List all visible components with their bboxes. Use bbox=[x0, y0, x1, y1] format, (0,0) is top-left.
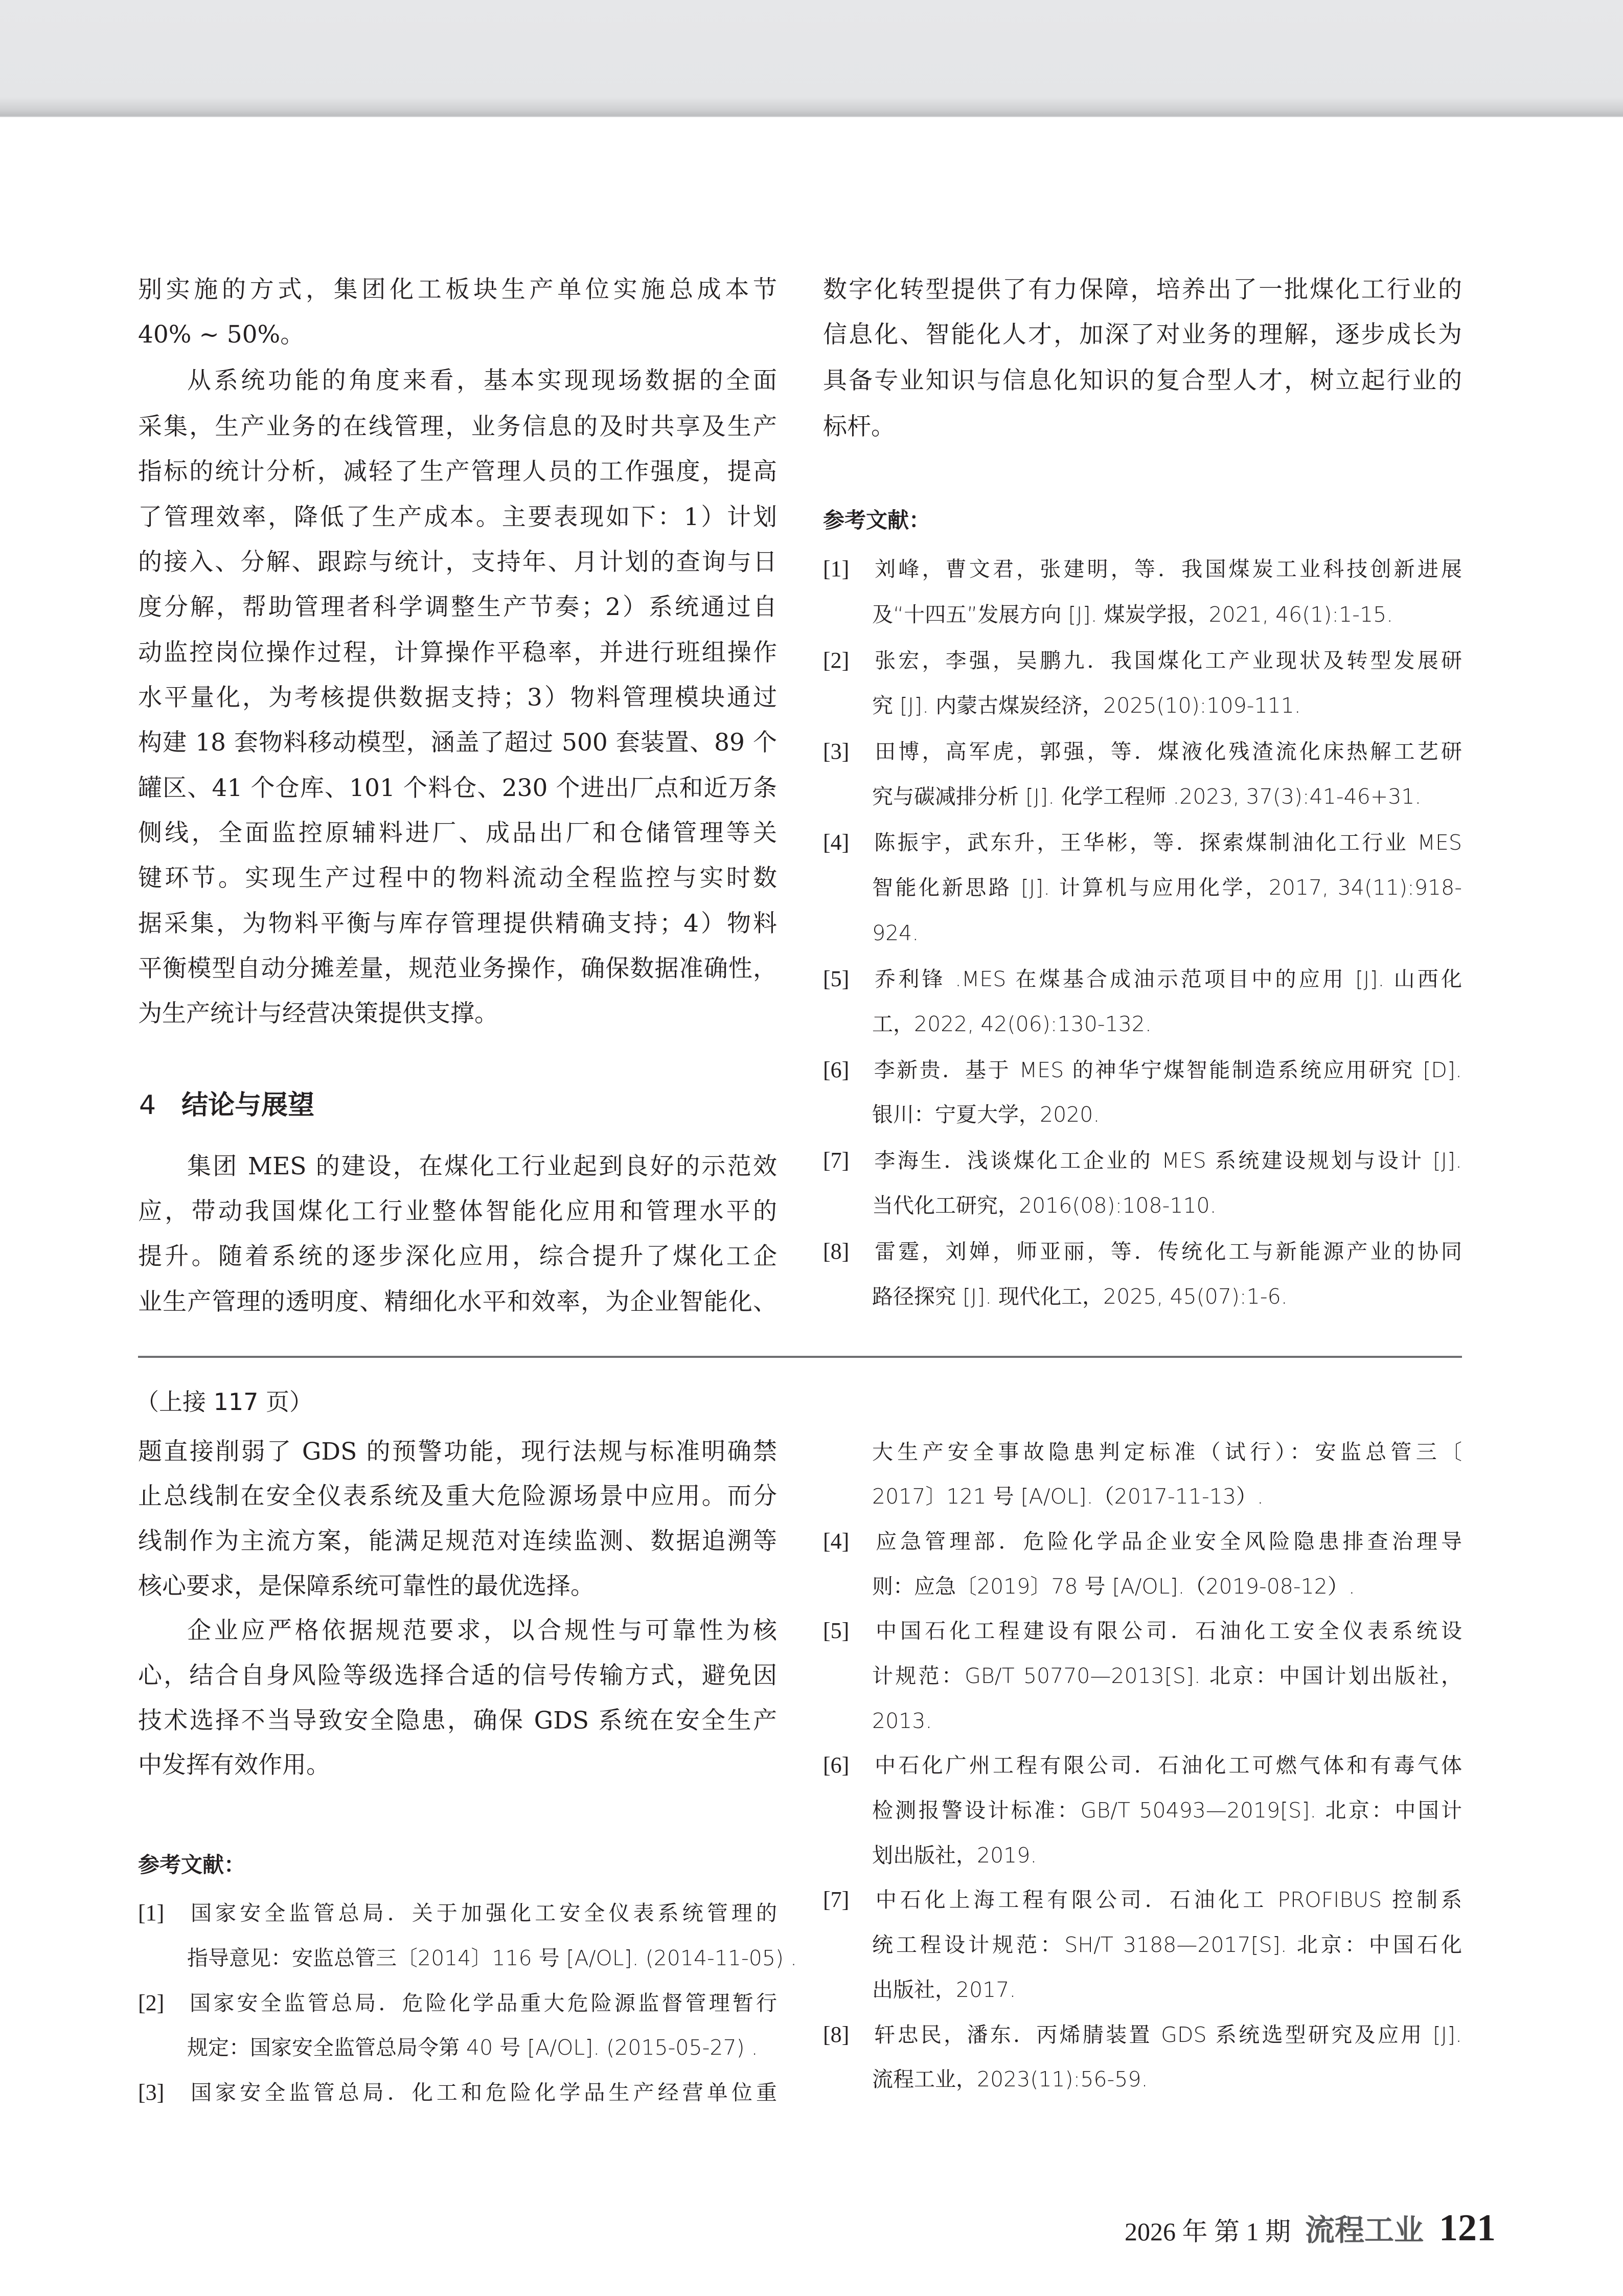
issue-label: 2026 年 第 1 期 bbox=[1125, 2217, 1291, 2246]
body-text-line: 企业应严格依据规范要求，以合规性与可靠性为核 bbox=[187, 1617, 777, 1645]
reference-item bbox=[823, 964, 1462, 994]
reference-number: [7] bbox=[823, 1887, 850, 1912]
body-text-line: 核心要求，是保障系统可靠性的最优选择。 bbox=[138, 1572, 595, 1600]
body-text-line: 键环节。实现生产过程中的物料流动全程监控与实时数 bbox=[138, 864, 777, 892]
reference-number: [8] bbox=[823, 1239, 850, 1264]
reference-text-continued: 及“十四五”发展方向 [J]. 煤炭学报，2021, 46(1):1-15. bbox=[872, 602, 1393, 627]
reference-text: 轩忠民，潘东．丙烯腈装置 GDS 系统选型研究及应用 [J]. bbox=[872, 2022, 1462, 2047]
section-number: 4 bbox=[139, 1090, 156, 1121]
body-text-line: 度分解，帮助管理者科学调整生产节奏；2）系统通过自 bbox=[138, 593, 777, 621]
reference-number: [1] bbox=[823, 556, 850, 581]
body-text-line: 从系统功能的角度来看，基本实现现场数据的全面 bbox=[187, 367, 777, 395]
journal-name: 流程工业 bbox=[1305, 2213, 1424, 2247]
body-text-line: 指标的统计分析，减轻了生产管理人员的工作强度，提高 bbox=[138, 458, 777, 486]
reference-text-continued: 大生产安全事故隐患判定标准（试行）：安监总管三〔 bbox=[872, 1440, 1462, 1464]
reference-text: 国家安全监管总局．危险化学品重大危险源监督管理暂行 bbox=[187, 1991, 777, 2015]
body-text-line: 水平量化，为考核提供数据支持；3）物料管理模块通过 bbox=[138, 684, 777, 712]
body-text-line: 心，结合自身风险等级选择合适的信号传输方式，避免因 bbox=[138, 1662, 777, 1690]
references-title: 参考文献： bbox=[823, 508, 931, 533]
reference-text-continued: 究与碳减排分析 [J]. 化学工程师 .2023, 37(3):41-46+31. bbox=[872, 784, 1422, 809]
reference-text: 中石化上海工程有限公司．石油化工 PROFIBUS 控制系 bbox=[872, 1888, 1462, 1912]
section-heading bbox=[139, 1089, 314, 1122]
reference-text-continued: 指导意见：安监总管三〔2014〕116 号 [A/OL]. (2014-11-05) . bbox=[187, 1946, 797, 1970]
reference-text-continued: 究 [J]. 内蒙古煤炭经济，2025(10):109-111. bbox=[872, 693, 1301, 718]
reference-text-continued: 划出版社，2019. bbox=[872, 1843, 1037, 1868]
reference-text-continued: 计规范：GB/T 50770—2013[S]. 北京：中国计划出版社， bbox=[872, 1664, 1462, 1688]
reference-text: 中石化广州工程有限公司．石油化工可燃气体和有毒气体 bbox=[872, 1753, 1462, 1778]
body-text-line: 的接入、分解、跟踪与统计，支持年、月计划的查询与日 bbox=[138, 548, 777, 576]
reference-number: [6] bbox=[823, 1057, 850, 1082]
reference-item bbox=[823, 1884, 1462, 1915]
body-text-line: 为生产统计与经营决策提供支撑。 bbox=[138, 999, 498, 1028]
reference-text: 李新贵．基于 MES 的神华宁煤智能制造系统应用研究 [D]. bbox=[872, 1058, 1462, 1082]
reference-item bbox=[138, 1898, 777, 1928]
reference-item bbox=[823, 645, 1462, 676]
body-text-line: 线制作为主流方案，能满足规范对连续监测、数据追溯等 bbox=[138, 1527, 777, 1555]
reference-item bbox=[823, 736, 1462, 767]
body-text-line: 业生产管理的透明度、精细化水平和效率，为企业智能化、 bbox=[138, 1288, 777, 1316]
body-text-line: 信息化、智能化人才，加深了对业务的理解，逐步成长为 bbox=[823, 321, 1462, 349]
body-text-line: 具备专业知识与信息化知识的复合型人才，树立起行业的 bbox=[823, 367, 1462, 395]
reference-text: 张宏，李强，吴鹏九．我国煤化工产业现状及转型发展研 bbox=[872, 648, 1462, 673]
reference-item bbox=[823, 1236, 1462, 1267]
page-footer bbox=[1125, 2206, 1496, 2250]
reference-text: 陈振宇，武东升，王华彬，等．探索煤制油化工行业 MES bbox=[872, 830, 1462, 855]
reference-item bbox=[823, 827, 1462, 858]
page-number: 121 bbox=[1439, 2207, 1496, 2249]
reference-text-continued: 银川：宁夏大学，2020. bbox=[872, 1102, 1100, 1127]
body-text-line: 止总线制在安全仪表系统及重大危险源场景中应用。而分 bbox=[138, 1482, 777, 1510]
reference-text-continued: 统工程设计规范：SH/T 3188—2017[S]. 北京：中国石化 bbox=[872, 1933, 1462, 1957]
reference-item bbox=[823, 1526, 1462, 1557]
reference-text-continued: 2013. bbox=[872, 1709, 932, 1733]
reference-item bbox=[138, 1988, 777, 2018]
reference-text-continued: 2017〕121 号 [A/OL].（2017-11-13）. bbox=[872, 1484, 1264, 1509]
reference-text: 李海生．浅谈煤化工企业的 MES 系统建设规划与设计 [J]. bbox=[872, 1148, 1462, 1173]
reference-number: [6] bbox=[823, 1753, 850, 1778]
continued-from-label: （上接 117 页） bbox=[135, 1388, 313, 1416]
reference-number: [7] bbox=[823, 1148, 850, 1173]
references-title: 参考文献： bbox=[138, 1852, 246, 1877]
reference-number: [4] bbox=[823, 830, 850, 855]
reference-item bbox=[823, 554, 1462, 584]
reference-text-continued: 工，2022, 42(06):130-132. bbox=[872, 1012, 1152, 1036]
reference-number: [8] bbox=[823, 2022, 850, 2047]
reference-text-continued: 规定：国家安全监管总局令第 40 号 [A/OL]. (2015-05-27) . bbox=[187, 2035, 758, 2060]
reference-item bbox=[823, 1616, 1462, 1646]
reference-text-continued: 智能化新思路 [J]. 计算机与应用化学，2017, 34(11):918- bbox=[872, 875, 1462, 900]
section-title: 结论与展望 bbox=[181, 1090, 315, 1121]
reference-text: 刘峰，曹文君，张建明，等．我国煤炭工业科技创新进展 bbox=[872, 557, 1462, 581]
body-text-line: 40% ~ 50%。 bbox=[138, 321, 305, 349]
body-text-line: 别实施的方式，集团化工板块生产单位实施总成本节 bbox=[138, 276, 777, 304]
body-text-line: 了管理效率，降低了生产成本。主要表现如下：1）计划 bbox=[138, 503, 777, 531]
body-text-line: 采集，生产业务的在线管理，业务信息的及时共享及生产 bbox=[138, 413, 777, 441]
reference-number: [5] bbox=[823, 1618, 850, 1643]
body-text-line: 罐区、41 个仓库、101 个料仓、230 个进出厂点和近万条 bbox=[138, 774, 777, 802]
body-text-line: 提升。随着系统的逐步深化应用，综合提升了煤化工企 bbox=[138, 1242, 777, 1270]
reference-text-continued: 924. bbox=[872, 921, 919, 945]
reference-text: 田博，高军虎，郭强，等．煤液化残渣流化床热解工艺研 bbox=[872, 739, 1462, 764]
body-text-line: 技术选择不当导致安全隐患，确保 GDS 系统在安全生产 bbox=[138, 1707, 777, 1735]
body-text-line: 应，带动我国煤化工行业整体智能化应用和管理水平的 bbox=[138, 1197, 777, 1225]
section-divider bbox=[138, 1356, 1462, 1358]
body-text-line: 标杆。 bbox=[823, 413, 895, 441]
body-text-line: 据采集，为物料平衡与库存管理提供精确支持；4）物料 bbox=[138, 910, 777, 938]
reference-item bbox=[823, 1145, 1462, 1176]
reference-number: [4] bbox=[823, 1529, 850, 1554]
reference-number: [2] bbox=[138, 1990, 165, 2015]
body-text-line: 集团 MES 的建设，在煤化工行业起到良好的示范效 bbox=[187, 1152, 777, 1180]
reference-number: [1] bbox=[138, 1900, 165, 1925]
reference-text: 中国石化工程建设有限公司．石油化工安全仪表系统设 bbox=[872, 1619, 1462, 1643]
reference-item bbox=[138, 2077, 777, 2108]
body-text-line: 平衡模型自动分摊差量，规范业务操作，确保数据准确性， bbox=[138, 954, 777, 983]
reference-item bbox=[823, 2019, 1462, 2050]
body-text-line: 动监控岗位操作过程，计算操作平稳率，并进行班组操作 bbox=[138, 639, 777, 667]
body-text-line: 侧线，全面监控原辅料进厂、成品出厂和仓储管理等关 bbox=[138, 819, 777, 847]
body-text-line: 中发挥有效作用。 bbox=[138, 1751, 330, 1779]
top-header-band bbox=[0, 0, 1623, 117]
reference-text: 国家安全监管总局．关于加强化工安全仪表系统管理的 bbox=[187, 1901, 777, 1925]
reference-text: 雷霆，刘婵，师亚丽，等．传统化工与新能源产业的协同 bbox=[872, 1239, 1462, 1264]
reference-text: 乔利锋 .MES 在煤基合成油示范项目中的应用 [J]. 山西化 bbox=[872, 967, 1462, 991]
reference-item bbox=[823, 1055, 1462, 1085]
reference-number: [3] bbox=[823, 739, 850, 764]
reference-text-continued: 检测报警设计标准：GB/T 50493—2019[S]. 北京：中国计 bbox=[872, 1798, 1462, 1823]
reference-text-continued: 当代化工研究，2016(08):108-110. bbox=[872, 1193, 1217, 1218]
reference-text-continued: 路径探究 [J]. 现代化工，2025, 45(07):1-6. bbox=[872, 1284, 1288, 1309]
reference-text: 国家安全监管总局．化工和危险化学品生产经营单位重 bbox=[187, 2080, 777, 2105]
reference-text: 应急管理部．危险化学品企业安全风险隐患排查治理导 bbox=[872, 1529, 1462, 1554]
reference-text-continued: 则：应急〔2019〕78 号 [A/OL].（2019-08-12）. bbox=[872, 1574, 1355, 1599]
reference-number: [5] bbox=[823, 966, 850, 991]
reference-text-continued: 流程工业，2023(11):56-59. bbox=[872, 2067, 1148, 2092]
reference-number: [3] bbox=[138, 2080, 165, 2105]
reference-item bbox=[823, 1750, 1462, 1781]
body-text-line: 题直接削弱了 GDS 的预警功能，现行法规与标准明确禁 bbox=[138, 1438, 777, 1466]
body-text-line: 数字化转型提供了有力保障，培养出了一批煤化工行业的 bbox=[823, 276, 1462, 304]
reference-text-continued: 出版社，2017. bbox=[872, 1977, 1016, 2002]
body-text-line: 构建 18 套物料移动模型，涵盖了超过 500 套装置、89 个 bbox=[138, 729, 777, 757]
reference-number: [2] bbox=[823, 648, 850, 673]
